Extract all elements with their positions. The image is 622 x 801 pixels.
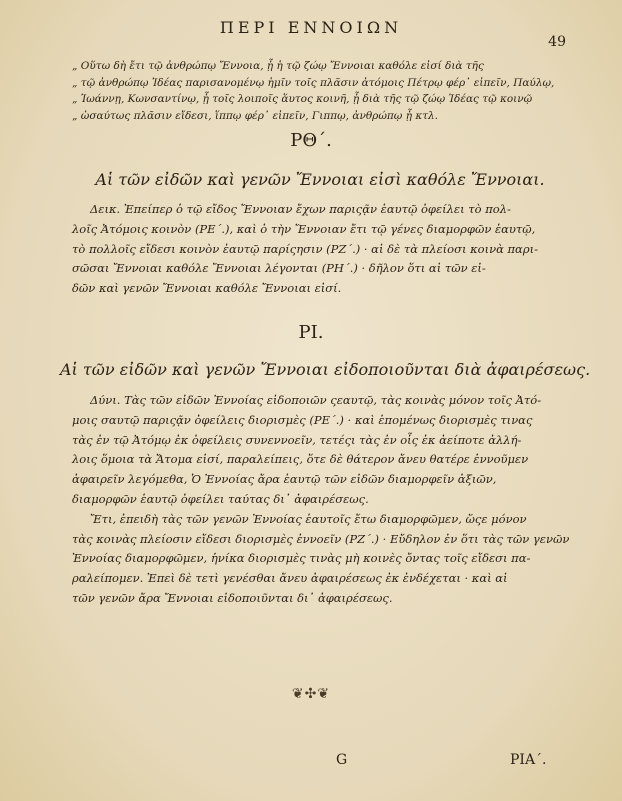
text-line: Δεικ. Ἐπείπερ ὁ τῷ εἴδος Ἔννοιαν ἔχων παριςᾷν ἑαυτῷ ὀφείλει τὸ πολ- <box>90 202 511 216</box>
quote-line: „ Ἰωάννῃ, Κωνσαντίνῳ, ᾗ τοῖς λοιποῖς ἅυτος κοινῆ, ᾗ διὰ τῆς τῷ ζώῳ Ἰδέας τῷ κοινῷ <box>72 93 533 105</box>
catchword: ΡΙΑ΄. <box>510 752 547 768</box>
text-line: Ἐννοίας διαμορφῶμεν, ἡνίκα διορισμὲς τινὰς μὴ κοινὲς ὄντας τοῖς εἴδεσι πα- <box>72 551 531 566</box>
section-number: ΡΘ΄. <box>290 130 332 151</box>
text-line: ἀφαιρεῖν λεγόμεθα, Ὁ Ἐννοίας ἄρα ἑαυτῷ τῶν εἰδῶν διαμορφεῖν ἀξιῶν, <box>72 472 497 487</box>
section-heading: Αἱ τῶν εἰδῶν καὶ γενῶν Ἔννοιαι εἰσὶ καθόλε Ἔννοιαι. <box>95 170 545 189</box>
demonstration-paragraph <box>72 200 560 299</box>
signature-mark: G <box>336 752 348 768</box>
running-head: ΠΕΡΙ ΕΝΝΟΙΩΝ <box>219 18 403 37</box>
text-line: σῶσαι Ἔννοιαι καθόλε Ἔννοιαι λέγονται (ΡΗ΄.) · δῆλον ὅτι αἱ τῶν εἰ- <box>72 261 486 276</box>
text-line: μοις σαυτῷ παριςᾷν ὀφείλεις διορισμὲς (ΡΕ΄.) · καὶ ἑπομένως διορισμὲς τινας <box>72 412 533 427</box>
ornament-icon: ❦✣❦ <box>291 686 331 702</box>
text-line: διαμορφῶν ἑαυτῷ ὀφείλει ταύτας δι᾽ ἀφαιρέσεως. <box>72 491 369 506</box>
section-heading: Αἱ τῶν εἰδῶν καὶ γενῶν Ἔννοιαι εἰδοποιοῦνται διὰ ἀφαιρέσεως. <box>60 360 591 379</box>
text-line: τῶν γενῶν ἄρα Ἔννοιαι εἰδοποιῦνται δι᾽ ἀφαιρέσεως. <box>72 590 393 605</box>
page-number: 49 <box>548 34 566 50</box>
text-line: ραλείπομεν. Ἐπεὶ δὲ τετὶ γενέσθαι ἄνευ ἀφαιρέσεως ἐκ ἐνδέχεται · καὶ αἱ <box>72 571 508 586</box>
text-line: Ἔτι, ἐπειδὴ τὰς τῶν γενῶν Ἐννοίας ἑαυτοῖς ἔτω διαμορφῶμεν, ὥςε μόνον <box>90 511 527 526</box>
quotation-block <box>72 58 560 124</box>
section-number: ΡΙ. <box>298 322 324 343</box>
text-line: Δύνι. Τὰς τῶν εἰδῶν Ἐννοίας εἰδοποιῶν ςεαυτῷ, τὰς κοινὰς μόνον τοῖς Ἀτό- <box>90 393 542 407</box>
text-line: τὰς ἐν τῷ Ἀτόμῳ ἐκ ὀφείλεις συνεννοεῖν, τετέςι τὰς ἐν οἷς ἐκ ἀείποτε ἀλλή- <box>72 432 522 447</box>
quote-line: „ τῷ ἀνθρώπῳ Ἰδέας παρισανομένῳ ἡμῖν τοῖς πλᾶσιν ἀτόμοις Πέτρῳ φέρ᾽ εἰπεῖν, Παύλῳ, <box>72 76 555 89</box>
proof-paragraph <box>72 391 570 609</box>
text-line: λοῖς Ἀτόμοις κοινὸν (ΡΕ΄.), καὶ ὁ τὴν Ἔννοιαν ἔτι τῷ γένες διαμορφῶν ἑαυτῷ, <box>72 221 536 236</box>
text-line: τὰς κοινὰς πλείοσιν εἴδεσι διορισμὲς ἐννοεῖν (ΡΖ΄.) · Εὔδηλον ἐν ὅτι τὰς τῶν γενῶν <box>72 531 570 546</box>
text-line: τὸ πολλοῖς εἴδεσι κοινὸν ἑαυτῷ παρίςησιν (ΡΖ΄.) · αἱ δὲ τὰ πλείοσι κοινὰ παρι- <box>72 241 538 256</box>
text-line: δῶν καὶ γενῶν Ἔννοιαι καθόλε Ἔννοιαι εἰσί. <box>72 281 342 296</box>
quote-line: „ Οὕτω δὴ ἔτι τῷ ἀνθρώπῳ Ἔννοια, ᾗ ἡ τῷ ζώῳ Ἔννοιαι καθόλε εἰσί διὰ τῆς <box>72 60 484 72</box>
quote-line: „ ὡσαύτως πλᾶσιν εἴδεσι, ἵππῳ φέρ᾽ εἰπεῖν, Γιππῳ, ἀνθρώπῳ ᾗ κτλ. <box>72 109 439 122</box>
text-line: λοις ὅμοια τὰ Ἄτομα εἰσί, παραλείπεις, ὅτε δὲ θάτερον ἄνευ θατέρε ἐννοῦμεν <box>72 452 529 467</box>
